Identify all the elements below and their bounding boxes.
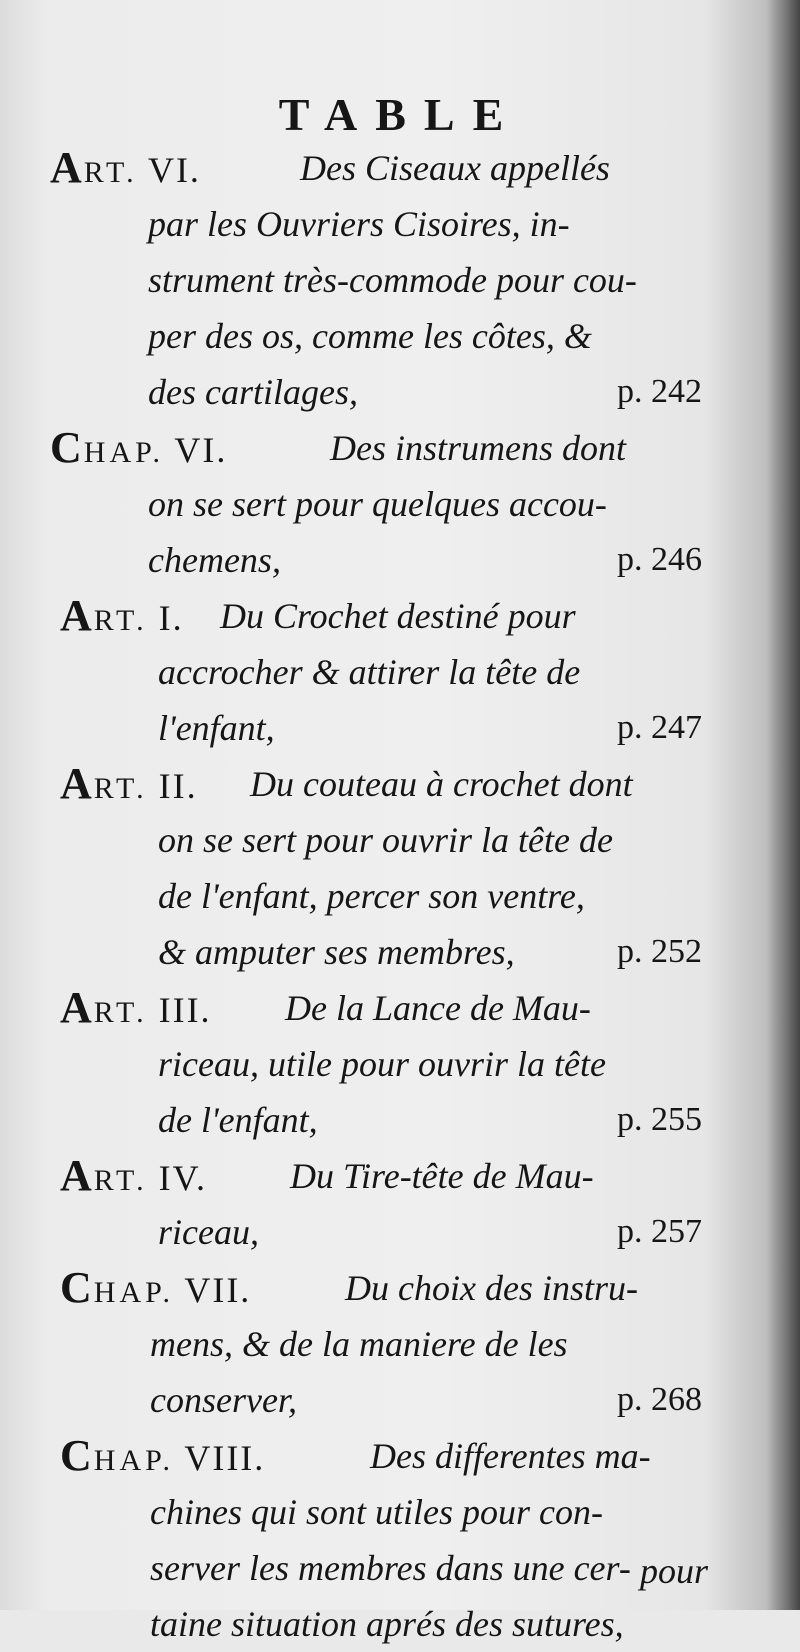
entry-text: chemens,: [148, 540, 281, 580]
entry-text: taine situation aprés des sutures,: [150, 1604, 624, 1644]
page-number: p. 242: [617, 373, 702, 410]
entry-text: riceau, utile pour ouvrir la tête: [158, 1044, 606, 1084]
toc-entry-line: [0, 532, 800, 588]
toc-entry-line: [0, 980, 800, 1036]
entry-lead: CHAP. VI.: [50, 423, 228, 472]
toc-entry-line: [0, 1260, 800, 1316]
entry-text: de l'enfant,: [158, 1100, 318, 1140]
entry-text: De la Lance de Mau-: [285, 988, 591, 1028]
entry-text: par les Ouvriers Cisoires, in-: [148, 204, 570, 244]
page-number: p. 247: [617, 709, 702, 746]
entry-text: & amputer ses membres,: [158, 932, 515, 972]
page-number: p. 246: [617, 541, 702, 578]
page-number: p. 255: [617, 1101, 702, 1138]
toc-entry-line: [0, 1204, 800, 1260]
toc-entry-line: [0, 1148, 800, 1204]
entry-lead: ART. II.: [60, 759, 198, 808]
entry-text: per des os, comme les côtes, &: [148, 316, 592, 356]
entry-text: on se sert pour quelques accou-: [148, 484, 607, 524]
toc-entry-line: [0, 308, 800, 364]
page-number: p. 257: [617, 1213, 702, 1250]
toc-entry-line: [0, 1036, 800, 1092]
toc-entry-line: [0, 1428, 800, 1484]
entry-lead: ART. IV.: [60, 1151, 207, 1200]
entry-text: on se sert pour ouvrir la tête de: [158, 820, 613, 860]
toc-entry-line: [0, 476, 800, 532]
page-number: p. 268: [617, 1381, 702, 1418]
entry-text: Des Ciseaux appellés: [300, 148, 610, 188]
entry-text: des cartilages,: [148, 372, 358, 412]
entry-lead: ART. III.: [60, 983, 212, 1032]
entry-lead: CHAP. VII.: [60, 1263, 252, 1312]
toc-entry-line: [0, 1316, 800, 1372]
toc-entry-line: [0, 700, 800, 756]
entry-text: strument très-commode pour cou-: [148, 260, 637, 300]
toc-entry-line: [0, 420, 800, 476]
entry-lead: ART. I.: [60, 591, 184, 640]
entry-text: conserver,: [150, 1380, 297, 1420]
entry-lead: CHAP. VIII.: [60, 1431, 266, 1480]
catchword: pour: [640, 1551, 709, 1591]
entry-text: Des instrumens dont: [330, 428, 626, 468]
entry-text: accrocher & attirer la tête de: [158, 652, 581, 692]
toc-entry-line: [0, 756, 800, 812]
toc-entry-line: [0, 252, 800, 308]
entry-lead: ART. VI.: [50, 143, 201, 192]
entry-text: chines qui sont utiles pour con-: [150, 1492, 603, 1532]
toc-entry-line: [0, 364, 800, 420]
toc-entry-line: [0, 812, 800, 868]
entry-text: server les membres dans une cer-: [150, 1548, 631, 1588]
toc-entry-line: [0, 588, 800, 644]
entry-text: Du Crochet destiné pour: [220, 596, 576, 636]
toc-entry-line: [0, 924, 800, 980]
entry-text: mens, & de la maniere de les: [150, 1324, 568, 1364]
toc-entry-line: [0, 196, 800, 252]
entry-text: riceau,: [158, 1212, 259, 1252]
toc-entry-line: [0, 1596, 800, 1652]
toc-entry-line: [0, 1372, 800, 1428]
page-number: p. 252: [617, 933, 702, 970]
toc-entry-line: [0, 1092, 800, 1148]
page-header: TABLE: [278, 89, 522, 140]
toc-entry-line: [0, 140, 800, 196]
toc-entry-line: [0, 1484, 800, 1540]
entry-text: Du Tire-tête de Mau-: [290, 1156, 594, 1196]
toc-entry-line: [0, 644, 800, 700]
entry-text: Des differentes ma-: [370, 1436, 651, 1476]
entry-text: de l'enfant, percer son ventre,: [158, 876, 585, 916]
entry-text: Du choix des instru-: [345, 1268, 638, 1308]
entry-text: l'enfant,: [158, 708, 275, 748]
toc-entry-line: [0, 868, 800, 924]
entry-text: Du couteau à crochet dont: [250, 764, 633, 804]
